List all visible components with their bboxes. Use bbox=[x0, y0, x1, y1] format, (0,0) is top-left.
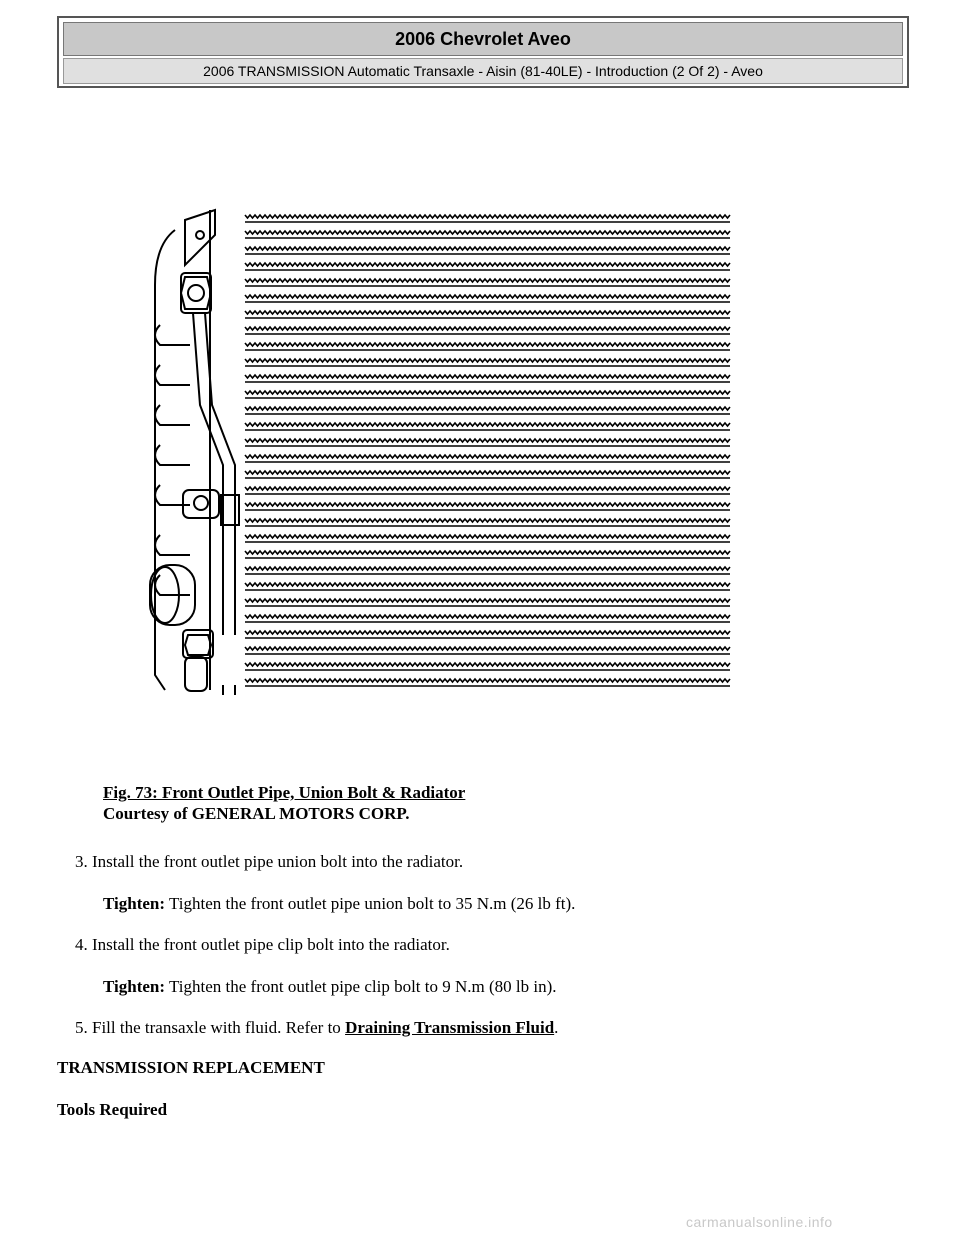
figure-courtesy: Courtesy of GENERAL MOTORS CORP. bbox=[103, 804, 410, 823]
step-5-number: 5. bbox=[75, 1018, 88, 1037]
radiator-figure bbox=[145, 205, 735, 695]
step-4-text: Install the front outlet pipe clip bolt into the radiator. bbox=[92, 935, 450, 954]
tighten-label: Tighten: bbox=[103, 977, 166, 996]
step-5-end: . bbox=[554, 1018, 559, 1037]
watermark: carmanualsonline.info bbox=[686, 1214, 833, 1230]
tighten-text: Tighten the front outlet pipe clip bolt to 9 N.m (80 lb in). bbox=[169, 977, 557, 996]
step-3-number: 3. bbox=[75, 852, 88, 871]
header-title: 2006 Chevrolet Aveo bbox=[63, 22, 903, 56]
step-5 bbox=[75, 1017, 558, 1038]
figure-caption bbox=[103, 782, 465, 824]
step-3-text: Install the front outlet pipe union bolt into the radiator. bbox=[92, 852, 464, 871]
figure-title: Fig. 73: Front Outlet Pipe, Union Bolt & Radiator bbox=[103, 783, 466, 802]
tools-required-heading: Tools Required bbox=[57, 1100, 168, 1119]
header-subtitle: 2006 TRANSMISSION Automatic Transaxle - Aisin (81-40LE) - Introduction (2 Of 2) - Aveo bbox=[63, 58, 903, 84]
step-3-tighten bbox=[103, 893, 575, 914]
draining-fluid-link[interactable]: Draining Transmission Fluid bbox=[345, 1018, 555, 1037]
step-4-tighten bbox=[103, 976, 557, 997]
tighten-text: Tighten the front outlet pipe union bolt to 35 N.m (26 lb ft). bbox=[169, 894, 576, 913]
step-4 bbox=[75, 934, 450, 955]
page-header bbox=[57, 16, 909, 88]
section-heading: TRANSMISSION REPLACEMENT bbox=[57, 1058, 325, 1077]
tighten-label: Tighten: bbox=[103, 894, 166, 913]
step-4-number: 4. bbox=[75, 935, 88, 954]
step-5-text: Fill the transaxle with fluid. Refer to bbox=[92, 1018, 341, 1037]
step-3 bbox=[75, 851, 463, 872]
